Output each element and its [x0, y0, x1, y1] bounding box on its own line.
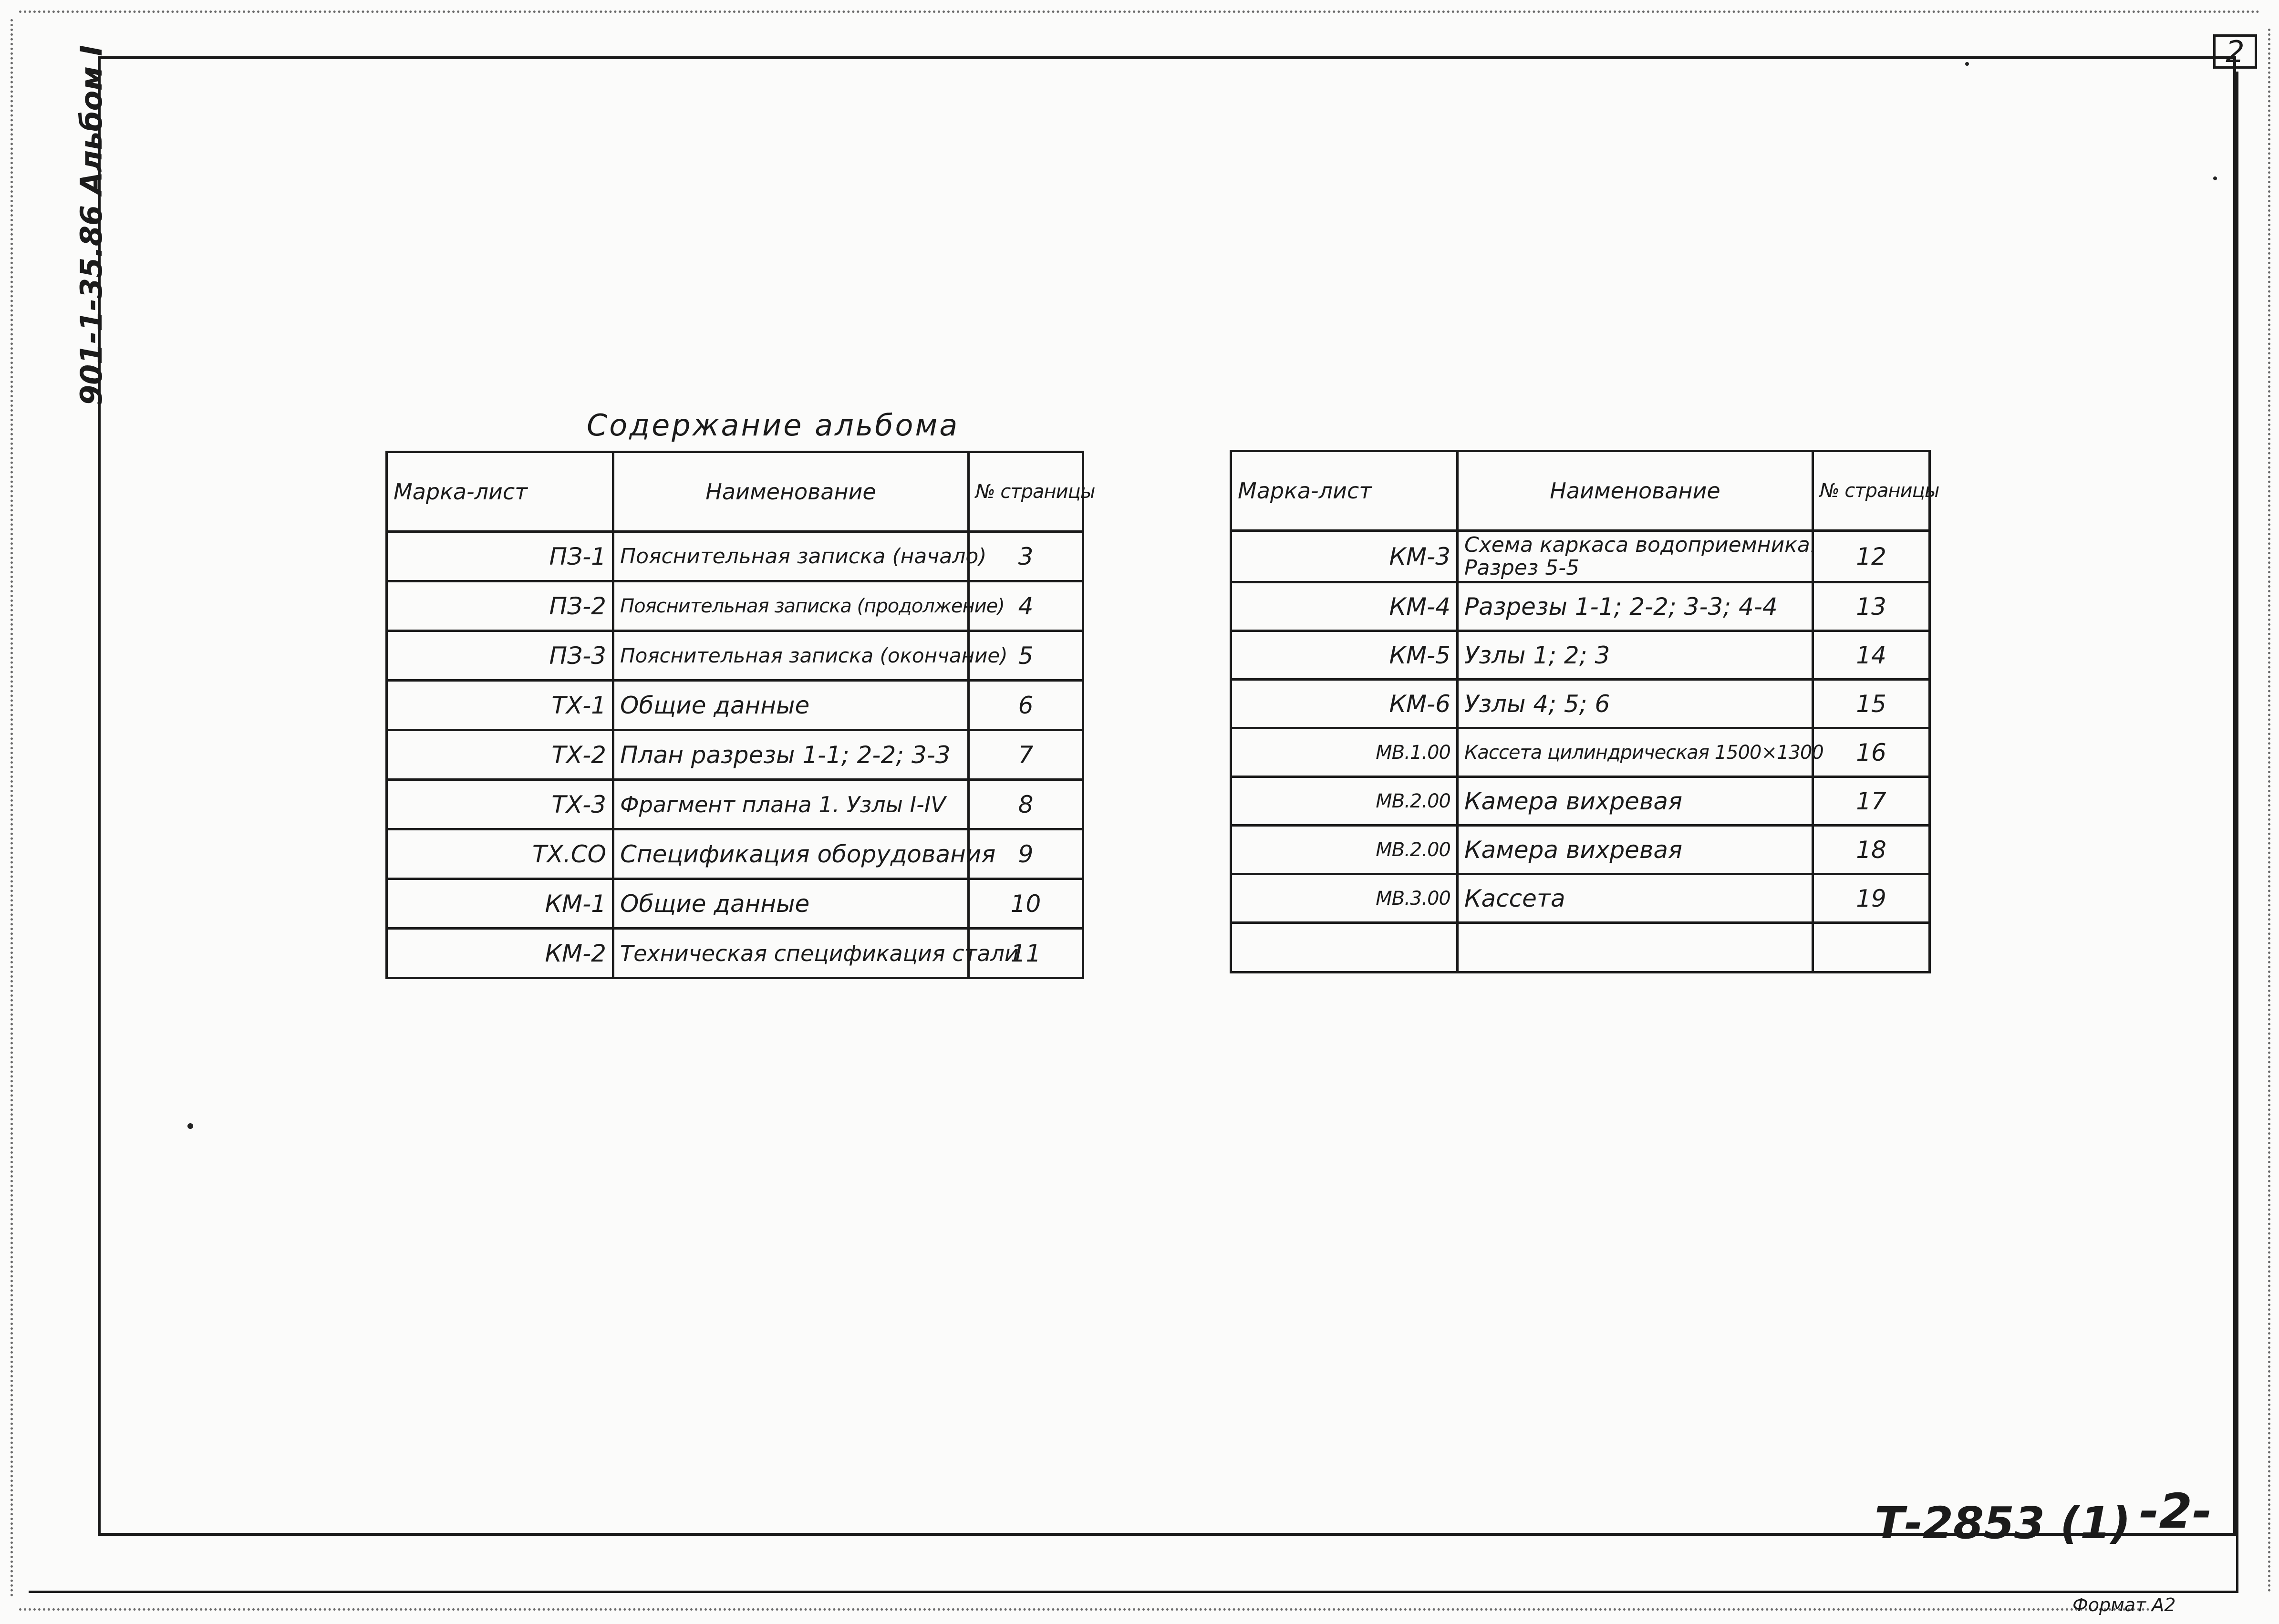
- col-mark-header: Марка-лист: [387, 452, 613, 532]
- table-row: [1231, 777, 1930, 826]
- table-row: [1231, 582, 1930, 631]
- table-row: [1231, 631, 1930, 680]
- table-header: [387, 452, 1083, 532]
- row-mark: ПЗ-1: [387, 532, 613, 581]
- scan-edge-bottom: [19, 1608, 2156, 1611]
- row-mark: ТХ.СО: [387, 829, 613, 879]
- row-mark: КМ-1: [387, 879, 613, 929]
- table-row: [387, 681, 1083, 730]
- row-page: 19: [1813, 874, 1930, 923]
- row-mark: МВ.3.00: [1231, 874, 1458, 923]
- row-page: 17: [1813, 777, 1930, 826]
- row-name: Фрагмент плана 1. Узлы I-IV: [613, 780, 969, 829]
- row-page: 10: [969, 879, 1083, 929]
- row-page: 12: [1813, 531, 1930, 582]
- page-title: Содержание альбома: [587, 408, 960, 443]
- row-name: Камера вихревая: [1458, 826, 1813, 874]
- row-mark: МВ.2.00: [1231, 826, 1458, 874]
- table-row: [1231, 923, 1930, 972]
- row-name: Спецификация оборудования: [613, 829, 969, 879]
- scan-speck: [187, 1123, 193, 1129]
- row-page: 9: [969, 829, 1083, 879]
- row-name-line2: Разрез 5-5: [1464, 555, 1580, 580]
- row-mark: КМ-4: [1231, 582, 1458, 631]
- table-row: [387, 929, 1083, 978]
- col-name-header: Наименование: [613, 452, 969, 532]
- row-page: 3: [969, 532, 1083, 581]
- row-name: Общие данные: [613, 681, 969, 730]
- row-mark: ПЗ-2: [387, 581, 613, 631]
- row-page: 6: [969, 681, 1083, 730]
- scan-edge-top: [19, 10, 2261, 13]
- sheet-number: 2: [2213, 34, 2257, 69]
- table-row: [387, 730, 1083, 780]
- row-mark: МВ.2.00: [1231, 777, 1458, 826]
- col-page-header: № страницы: [1813, 451, 1930, 531]
- table-row: [1231, 680, 1930, 728]
- col-page-header: № страницы: [969, 452, 1083, 532]
- row-mark: ТХ-1: [387, 681, 613, 730]
- col-mark-header: Марка-лист: [1231, 451, 1458, 531]
- row-mark: МВ.1.00: [1231, 728, 1458, 777]
- row-name: Камера вихревая: [1458, 777, 1813, 826]
- row-name: Кассета цилиндрическая 1500×1300: [1458, 728, 1813, 777]
- row-name: Техническая спецификация стали: [613, 929, 969, 978]
- table-row: [387, 879, 1083, 929]
- table-row: [1231, 728, 1930, 777]
- row-mark: КМ-2: [387, 929, 613, 978]
- table-row: [387, 829, 1083, 879]
- row-page: 11: [969, 929, 1083, 978]
- frame-right-line: [2236, 72, 2238, 1593]
- table-row: [1231, 531, 1930, 582]
- row-name: Пояснительная записка (начало): [613, 532, 969, 581]
- row-mark: [1231, 923, 1458, 972]
- row-name: Кассета: [1458, 874, 1813, 923]
- row-name: [1458, 531, 1817, 582]
- scan-speck: [1965, 62, 1969, 66]
- row-mark: КМ-5: [1231, 631, 1458, 680]
- document-number: Т-2853 (1): [1875, 1498, 2131, 1549]
- row-page: 16: [1813, 728, 1930, 777]
- scan-speck: [2213, 176, 2217, 180]
- table-row: [387, 631, 1083, 681]
- scan-edge-right: [2268, 29, 2270, 1593]
- row-name: План разрезы 1-1; 2-2; 3-3: [613, 730, 969, 780]
- row-page: 18: [1813, 826, 1930, 874]
- row-mark: ТХ-3: [387, 780, 613, 829]
- format-label: Формат А2: [2072, 1594, 2176, 1615]
- row-page: 13: [1813, 582, 1930, 631]
- table-row: [387, 532, 1083, 581]
- table-row: [387, 780, 1083, 829]
- table-row: [1231, 874, 1930, 923]
- row-name: Разрезы 1-1; 2-2; 3-3; 4-4: [1458, 582, 1813, 631]
- row-name: [1458, 923, 1813, 972]
- col-name-header: Наименование: [1458, 451, 1813, 531]
- row-mark: ПЗ-3: [387, 631, 613, 681]
- row-name: Узлы 1; 2; 3: [1458, 631, 1813, 680]
- contents-table-right: [1230, 450, 1939, 973]
- row-name: Пояснительная записка (продолжение): [613, 581, 969, 631]
- row-page: 14: [1813, 631, 1930, 680]
- table-header: [1231, 451, 1930, 531]
- row-page: 4: [969, 581, 1083, 631]
- row-page: 15: [1813, 680, 1930, 728]
- row-mark: ТХ-2: [387, 730, 613, 780]
- table-row: [1231, 826, 1930, 874]
- frame-bottom-line: [29, 1591, 2237, 1593]
- row-page: 5: [969, 631, 1083, 681]
- row-name: Пояснительная записка (окончание): [613, 631, 969, 681]
- side-label: 901-1-35.86 Альбом I: [74, 45, 109, 405]
- row-name: Узлы 4; 5; 6: [1458, 680, 1813, 728]
- row-page: 8: [969, 780, 1083, 829]
- contents-table-left: [385, 451, 1095, 979]
- row-name: Общие данные: [613, 879, 969, 929]
- row-name-line1: Схема каркаса водоприемника.: [1464, 532, 1817, 557]
- row-page: 7: [969, 730, 1083, 780]
- row-mark: КМ-3: [1231, 531, 1458, 582]
- scan-edge-left: [10, 19, 13, 1598]
- row-mark: КМ-6: [1231, 680, 1458, 728]
- page-mark: -2-: [2139, 1483, 2212, 1539]
- row-page: [1813, 923, 1930, 972]
- table-row: [387, 581, 1083, 631]
